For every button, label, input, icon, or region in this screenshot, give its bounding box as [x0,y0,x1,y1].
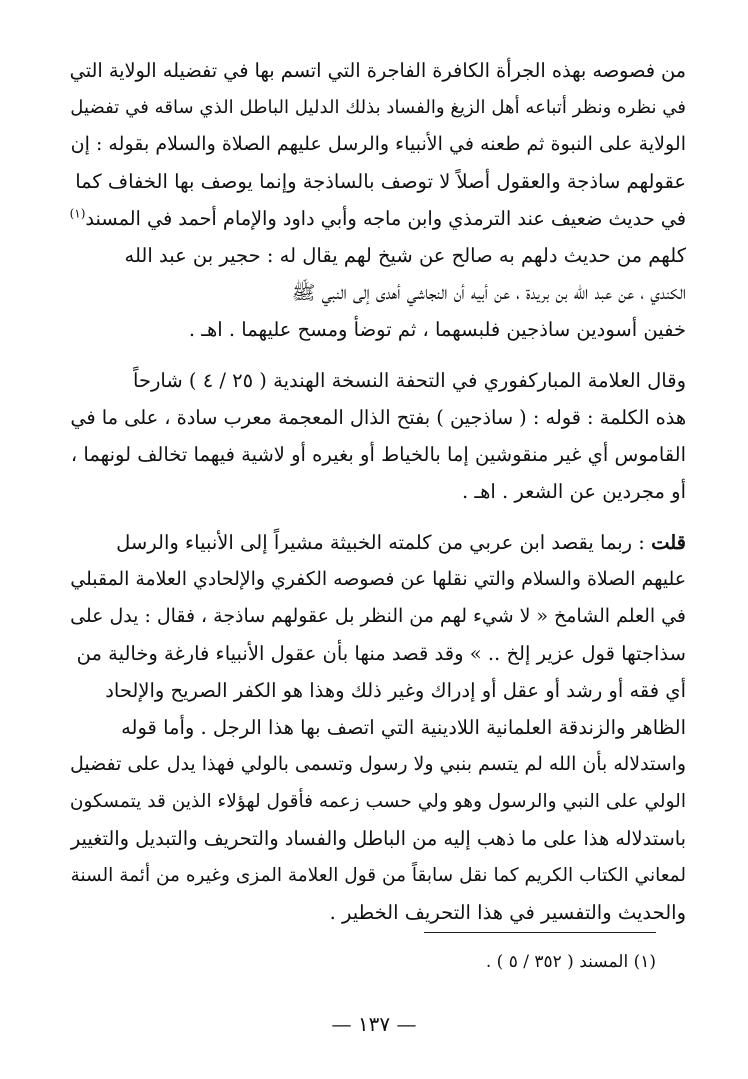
paragraph-1-line: كلهم من حديث دلهم به صالح عن شيخ لهم يقال له : حجير بن عبد الله [124,244,686,267]
paragraph-1 [70,52,686,348]
paragraph-3-line: باستدلاله هذا على ما ذهب إليه من الباطل والفساد والتحريف والتبديل والتغيير [70,827,686,850]
paragraph-1-line-text: في حديث ضعيف عند الترمذي وابن ماجه وأبي داود والإمام أحمد في المسند [85,207,686,230]
paragraph-1-line: من فصوصه بهذه الجرأة الكافرة الفاجرة التي اتسم بها في تفضيله الولاية التي [70,59,686,82]
page-body [70,52,686,931]
paragraph-2-line: أو مجردين عن الشعر . اهـ . [462,480,686,503]
paragraph-3-first-line [70,524,686,561]
footnote-reference-marker: (١) [70,206,86,221]
paragraph-1-line: الولاية على النبوة ثم طعنه في الأنبياء والرسل عليهم الصلاة والسلام بقوله : إن [70,133,686,155]
paragraph-1-line: الكندي ، عن عبد الله بن بريدة ، عن أبيه أن النجاشي أهدى إلى النبي ﷺ [291,281,686,304]
paragraph-2 [70,362,686,510]
footnote: (١) المسند ( ٣٥٢ / ٥ ) . [485,952,656,972]
paragraph-spacer [70,510,686,524]
paragraph-2-line: وقال العلامة المباركفوري في التحفة النسخة الهندية ( ٢٥ / ٤ ) شارحاً [133,369,686,392]
paragraph-3-line: الظاهر والزندقة العلمانية اللادينية التي اتصف بها هذا الرجل . وأما قوله [121,716,686,739]
paragraph-3-line: والحديث والتفسير في هذا التحريف الخطير . [329,901,686,924]
page-number: — ١٣٧ — [331,1012,417,1036]
paragraph-3-line: واستدلاله بأن الله لم يتسم بنبي ولا رسول وتسمى بالولي فهذا يدل على تفضيل [70,753,686,775]
paragraph-1-line: خفين أسودين ساذجين فلبسهما ، ثم توضأ ومسح عليهما . اهـ . [188,318,686,341]
paragraph-3-line: سذاجتها قول عزير إلخ .. » وقد قصد منها بأن عقول الأنبياء فارغة وخالية من [76,642,686,665]
paragraph-2-line: هذه الكلمة : قوله : ( ساذجين ) بفتح الذال المعجمة معرب سادة ، على ما في [70,406,686,429]
paragraph-3 [70,524,686,931]
lead-word-qultu: قلت [651,531,686,554]
paragraph-3-line: لمعاني الكتاب الكريم كما نقل سابقاً من قول العلامة المزى وغيره من أئمة السنة [70,865,686,886]
paragraph-1-line: عقولهم ساذجة والعقول أصلاً لا توصف بالساذجة وإنما يوصف بها الخفاف كما [75,170,686,193]
paragraph-3-line: عليهم الصلاة والسلام والتي نقلها عن فصوصه الكفري والإلحادي العلامة المقبلي [70,568,686,590]
footnote-separator [424,932,656,933]
paragraph-3-line: أي فقه أو رشد أو عقل أو إدراك وغير ذلك وهذا هو الكفر الصريح والإلحاد [105,679,686,702]
paragraph-3-line: في العلم الشامخ « لا شيء لهم من النظر بل عقولهم ساذجة ، فقال : يدل على [70,605,686,627]
paragraph-1-line-with-footnote [70,200,686,237]
paragraph-3-first-line-text: : ربما يقصد ابن عربي من كلمته الخبيثة مشيراً إلى الأنبياء والرسل [116,531,652,554]
paragraph-1-line: في نظره ونظر أتباعه أهل الزيغ والفساد بذلك الدليل الباطل الذي ساقه في تفضيل [70,97,686,118]
paragraph-2-line: القاموس أي غير منقوشين إما بالخياط أو بغيره أو لاشية فيهما تخالف لونهما ، [70,443,686,466]
paragraph-spacer [70,348,686,362]
paragraph-3-line: الولي على النبي والرسول وهو ولي حسب زعمه فأقول لهؤلاء الذين قد يتمسكون [70,791,686,812]
